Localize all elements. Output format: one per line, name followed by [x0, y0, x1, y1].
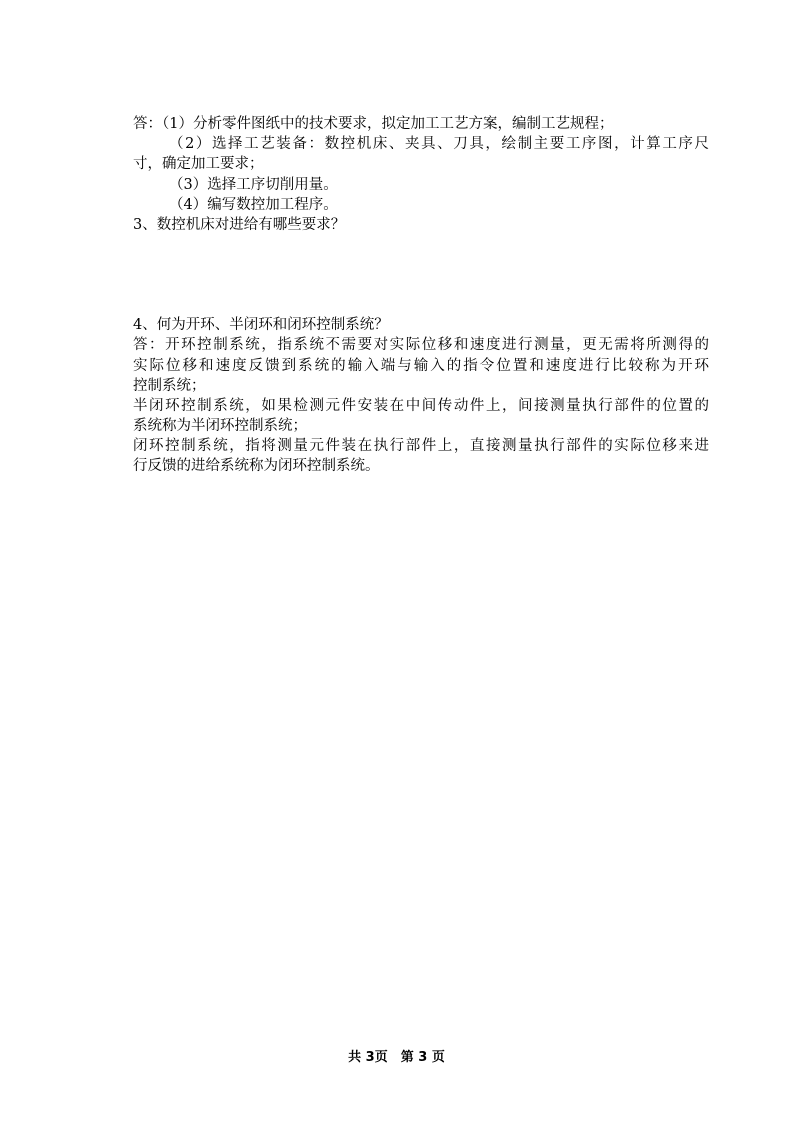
answer-line: 控制系统； — [133, 377, 206, 394]
answer-line: 闭环控制系统，指将测量元件装在执行部件上，直接测量执行部件的实际位移来进 — [133, 438, 709, 455]
answer-line: 答：（1）分析零件图纸中的技术要求，拟定加工工艺方案，编制工艺规程； — [133, 116, 614, 132]
question-4: 4、何为开环、半闭环和闭环控制系统？ — [133, 317, 389, 334]
answer-line: （2）选择工艺装备：数控机床、夹具、刀具，绘制主要工序图，计算工序尺 — [169, 136, 709, 153]
page-footer: 共 3页 第 3 页 — [348, 1050, 445, 1065]
answer-line: 答：开环控制系统，指系统不需要对实际位移和速度进行测量，更无需将所测得的 — [133, 337, 709, 354]
answer-line: 半闭环控制系统，如果检测元件安装在中间传动件上，间接测量执行部件的位置的 — [133, 397, 709, 414]
answer-line: 行反馈的进给系统称为闭环控制系统。 — [133, 458, 380, 475]
answer-line: （3）选择工序切削用量。 — [169, 176, 338, 193]
answer-line: （4）编写数控加工程序。 — [169, 196, 338, 213]
document-body — [133, 114, 709, 477]
answer-line: 实际位移和速度反馈到系统的输入端与输入的指令位置和速度进行比较称为开环 — [133, 357, 709, 374]
answer-line: 寸，确定加工要求； — [133, 156, 264, 173]
question-3: 3、数控机床对进给有哪些要求？ — [133, 216, 346, 233]
answer-line: 系统称为半闭环控制系统； — [133, 418, 307, 435]
answer-space — [133, 235, 709, 315]
